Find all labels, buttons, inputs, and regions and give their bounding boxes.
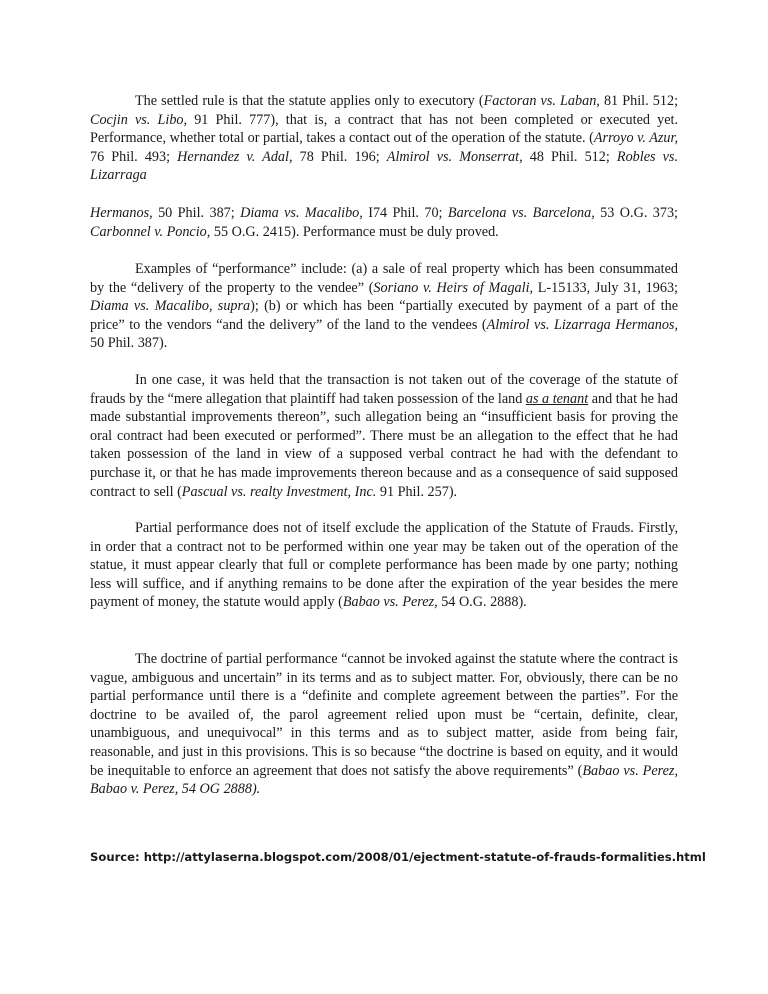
citation-run: Diama vs. Macalibo, <box>240 205 363 221</box>
citation-run: Babao vs. Perez, Babao v. Perez, 54 OG 2888). <box>90 762 678 798</box>
citation-run: Carbonnel v. Poncio, <box>90 223 211 240</box>
citation-run: Almirol vs. Monserrat, <box>386 148 523 165</box>
citation-run: Arroyo v. Azur, <box>593 130 678 147</box>
paragraph-citations-continued: Hermanos, 50 Phil. 387; Diama vs. Macalibo, I74 Phil. 70; Barcelona vs. Barcelona, 53 O.G. 373; Carbonnel v. Poncio, 55 O.G. 2415). Performance must be duly proved. <box>90 205 678 240</box>
citation-run: Robles vs. Lizarraga <box>90 148 678 184</box>
citation-run: Cocjin vs. Libo, <box>90 111 188 128</box>
source-citation: Source: http://attylaserna.blogspot.com/2008/01/ejectment-statute-of-frauds-formalities.html <box>90 850 706 864</box>
paragraph-examples-of-performance: Examples of “performance” include: (a) a sale of real property which has been consummated by the “delivery of the property to the vendee” (Soriano v. Heirs of Magali, L-15133, July 31, 1963; Diama vs. Macalibo, supra); (b) or which has been “partially executed by payment of a part of the price” to the vendors “and the delivery” of the land to the vendees (Almirol vs. Lizarraga Hermanos, 50 Phil. 387). <box>90 261 678 352</box>
citation-run: as a tenant <box>525 390 589 407</box>
citation-run: Pascual vs. realty Investment, Inc. <box>181 483 377 500</box>
citation-run: Hernandez v. Adal, <box>177 148 293 165</box>
citation-run: Almirol vs. Lizarraga Hermanos, <box>486 316 678 333</box>
paragraph-settled-rule: The settled rule is that the statute applies only to executory (Factoran vs. Laban, 81 Phil. 512; Cocjin vs. Libo, 91 Phil. 777), that is, a contract that has not been completed or executed yet. Performance, whether total or partial, takes a contact out of the operation of the statute. (Arroyo v. Azur, 76 Phil. 493; Hernandez v. Adal, 78 Phil. 196; Almirol vs. Monserrat, 48 Phil. 512; Robles vs. Lizarraga <box>90 93 679 184</box>
paragraph-partial-performance: Partial performance does not of itself exclude the application of the Statute of Frauds. Firstly, in order that a contract not to be performed within one year may be taken out of the operation of the statue, it must appear clearly that full or complete performance has been made by one party; nothing less will suffice, and if anything remains to be done after the expiration of the year besides the mere payment of money, the statute would apply (Babao vs. Perez, 54 O.G. 2888). <box>90 520 678 611</box>
citation-run: Babao vs. Perez, <box>342 594 438 611</box>
citation-run: Soriano v. Heirs of Magali, <box>373 279 534 296</box>
citation-run: Diama vs. Macalibo, supra <box>90 298 251 315</box>
citation-run: Barcelona vs. Barcelona, <box>447 205 595 221</box>
paragraph-doctrine-of-partial-performance: The doctrine of partial performance “cannot be invoked against the statute where the contract is vague, ambiguous and uncertain” in its terms and as to subject matter. For, obviously, there can be no partial performance until there is a “definite and complete agreement between the parties”. For the doctrine to be availed of, the parol agreement relied upon must be “certain, definite, clear, unambiguous, and unequivocal” in this terms and as to subject matter, aside from being fair, reasonable, and just in this provisions. This is so because “the doctrine is based on equity, and it would be inequitable to enforce an agreement that does not satisfy the above requirements” (Babao vs. Perez, Babao v. Perez, 54 OG 2888). <box>90 651 678 798</box>
citation-run: Factoran vs. Laban, <box>483 93 600 109</box>
citation-run: Hermanos, <box>90 205 153 221</box>
paragraph-one-case: In one case, it was held that the transaction is not taken out of the coverage of the statute of frauds by the “mere allegation that plaintiff had taken possession of the land as a tenant and that he had made substantial improvements thereon”, such allegation being an “insufficient basis for proving the oral contract had been executed or performed”. There must be an allegation to the effect that he had taken possession of the land in view of a supposed verbal contract he had with the defendant to purchase it, or that he has made improvements thereon because and as a consequence of said supposed contract to sell (Pascual vs. realty Investment, Inc. 91 Phil. 257). <box>90 372 678 500</box>
